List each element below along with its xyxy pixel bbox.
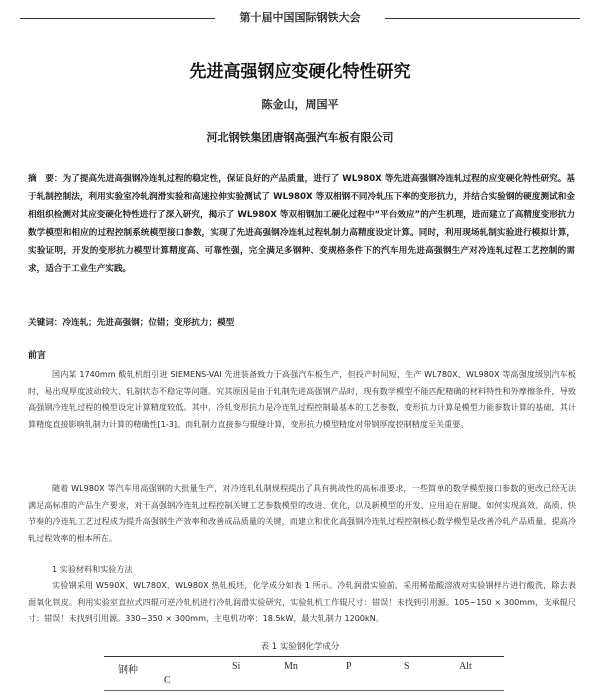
- table-header-rule: [104, 690, 504, 691]
- paper-title: 先进高强钢应变硬化特性研究: [189, 62, 411, 82]
- paper-affiliation: 河北钢铁集团唐钢高强汽车板有限公司: [206, 131, 394, 144]
- body-paragraph: 随着 WL980X 等汽车用高强钢的大批量生产，对冷连轧轧制规程提出了具有挑战性的高标准要求，一些简单的数学模型接口参数的更改已经无法满足高标准的产品生产要求，对于高强钢冷连轧过程控制关键工艺参数模型的改进、优化，以及新模型的开发、应用迫在眉睫。如何实现高效、高质、快节奏的冷连轧工艺过程成为提升高强钢生产效率和改善成品质量的关键，而建立和优化高强钢冷连轧过程控制核心数学模型是改善冷轧产品质量、提高冷轧过程效率的根本所在。: [28, 483, 576, 543]
- section-title: 前言: [28, 351, 47, 361]
- body-paragraph: 国内某 1740mm 酸轧机组引进 SIEMENS-VAI 先进装备致力于高强汽车板生产，但投产时间短，生产 WL780X、WL980X 等高强度级别汽车板时，易出现厚度波动较大、轧制状态不稳定等问题。究其原因是由于轧制先进高强钢产品时，现有数学模型不能匹配精确的材料特性和外摩擦条件，导致高强钢冷连轧过程的模型设定计算精度较低。其中，冷轧变形抗力是冷连轧过程控制最基本的工艺参数，变形抗力计算是模型力能参数计算的基础，其计算精度直接影响轧制力计算的精确性[1-3]。而轧制力直接参与辊缝计算，变形抗力模型精度对带钢厚度控制精度至关重要。: [28, 369, 576, 429]
- abstract-text: 为了提高先进高强钢冷连轧过程的稳定性，保证良好的产品质量，进行了 WL980X 等先进高强钢冷连轧过程的应变硬化特性研究。基于轧制控制法，利用实验室冷轧润滑实验和高速拉伸实验测试了 WL980X 等双相钢不同冷轧压下率的变形抗力，并结合实验钢的硬度测试和金相组织检测对其应变硬化特性进行了深入研究，揭示了 WL980X 等双相钢加工硬化过程中“平台效应”的产生机理，进而建立了高精度变形抗力数学模型和相应的过程控制系统模型接口参数，实现了先进高强钢冷连轧过程轧制力高精度设定计算。同时，利用现场轧制实验进行模拟计算，实验证明，开发的变形抗力模型计算精度高、可靠性强，完全满足多钢种、变规格条件下的汽车用先进高强钢生产对冷连轧过程工艺控制的需求，适合于工业生产实践。: [28, 174, 575, 274]
- table-header-cell: C: [164, 675, 171, 686]
- header-rule-left: [20, 18, 215, 19]
- conference-name: 第十届中国国际钢铁大会: [239, 11, 361, 24]
- table-header-cell: Alt: [459, 661, 472, 672]
- keywords: [28, 314, 575, 332]
- body-paragraph: 实验钢采用 W590X、WL780X、WL980X 热轧板坯，化学成分如表 1 所示。冷轧润滑实验前，采用稀盐酸溶液对实验钢样片进行酸洗，除去表面氧化铁皮。利用实验室直拉式四辊可逆冷轧机进行冷轧润滑实验研究，实验轧机工作辊尺寸：错误！未找到引用源。105~150 × 300mm，支承辊尺寸：错误！未找到引用源。330~350 × 300mm，主电机功率：18.5kW，最大轧制力 1200kN。: [28, 580, 576, 624]
- keywords-text: 冷连轧；先进高强钢；位错；变形抗力；模型: [62, 318, 235, 328]
- table-header-cell: 钢种: [118, 665, 138, 676]
- table-top-rule: [104, 656, 504, 657]
- table-header-cell: S: [404, 661, 410, 672]
- subsection-title: 1 实验材料和实验方法: [52, 564, 133, 574]
- table-caption: 表 1 实验钢化学成分: [260, 642, 340, 652]
- table-header-cell: Mn: [284, 661, 298, 672]
- paper-authors: 陈金山，周国平: [261, 98, 339, 111]
- header-rule-right: [385, 18, 580, 19]
- table-header-cell: Si: [232, 661, 241, 672]
- table-header-cell: P: [346, 661, 352, 672]
- keywords-label: 关键词：: [28, 318, 63, 328]
- abstract-label: 摘 要：: [28, 174, 63, 184]
- table-header-row: [104, 659, 504, 689]
- abstract: [28, 170, 575, 278]
- running-header: [0, 10, 600, 26]
